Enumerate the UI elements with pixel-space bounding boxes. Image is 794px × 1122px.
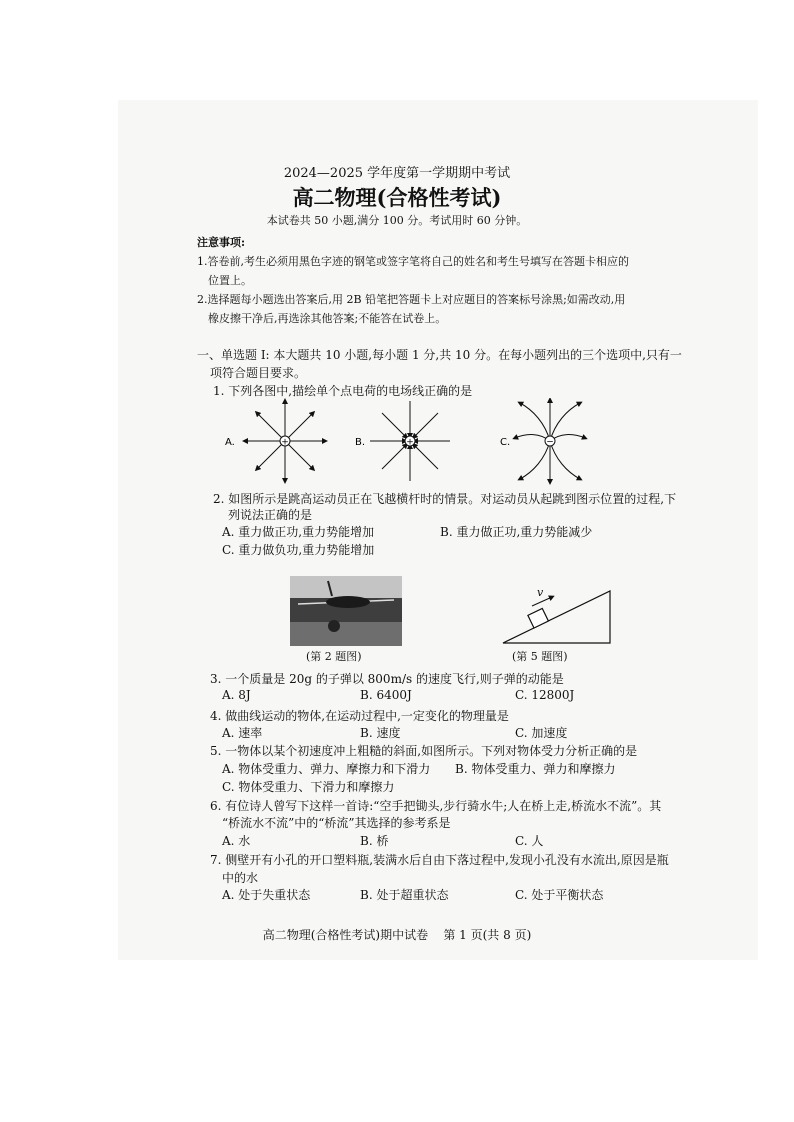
q5-option-a: A. 物体受重力、弹力、摩擦力和下滑力 (222, 762, 431, 776)
high-jump-photo (290, 576, 402, 646)
question-5-stem: 5. 一物体以某个初速度冲上粗糙的斜面,如图所示。下列对物体受力分析正确的是 (210, 744, 638, 758)
figure-2-caption: (第 2 题图) (306, 650, 362, 663)
q6-option-c: C. 人 (515, 834, 544, 848)
charge-b-sign: + (406, 437, 414, 448)
q3-option-b: B. 6400J (360, 688, 412, 702)
q1-option-b-label: B. (355, 437, 366, 448)
page-title: 高二物理(合格性考试) (292, 185, 502, 210)
notice-item-1: 1.答卷前,考生必须用黑色字迹的钢笔或签字笔将自己的姓名和考生号填写在答题卡相应的 (197, 255, 629, 268)
notice-heading: 注意事项: (197, 236, 246, 249)
question-2-stem-cont: 列说法正确的是 (228, 508, 313, 522)
q7-option-a: A. 处于失重状态 (222, 888, 311, 902)
q1-option-a-label: A. (225, 437, 235, 448)
q7-option-b: B. 处于超重状态 (360, 888, 449, 902)
q4-option-b: B. 速度 (360, 726, 401, 740)
paper-sheet (118, 100, 758, 960)
q6-option-b: B. 桥 (360, 834, 389, 848)
question-2-stem: 2. 如图所示是跳高运动员正在飞越横杆时的情景。对运动员从起跳到图示位置的过程,下 (213, 492, 677, 506)
figure-5-caption: (第 5 题图) (512, 650, 568, 663)
question-7-stem-cont: 中的水 (222, 871, 259, 885)
page-footer: 高二物理(合格性考试)期中试卷 第 1 页(共 8 页) (262, 928, 532, 942)
question-7-stem: 7. 侧壁开有小孔的开口塑料瓶,装满水后自由下落过程中,发现小孔没有水流出,原因是瓶 (210, 853, 669, 867)
velocity-label: v (537, 586, 544, 599)
section-heading-cont: 项符合题目要求。 (210, 366, 307, 380)
question-6-stem-cont: “桥流水不流”中的“桥流”其选择的参考系是 (222, 816, 451, 830)
notice-item-2: 2.选择题每小题选出答案后,用 2B 铅笔把答题卡上对应题目的答案标号涂黑;如需改动,用 (197, 293, 626, 306)
q3-option-a: A. 8J (222, 688, 251, 702)
q5-option-c: C. 物体受重力、下滑力和摩擦力 (222, 780, 395, 794)
notice-item-2-cont: 橡皮擦干净后,再选涂其他答案;不能答在试卷上。 (208, 312, 447, 325)
q1-field-lines-figure (215, 398, 625, 486)
q2-option-c: C. 重力做负功,重力势能增加 (222, 543, 375, 557)
question-1-stem: 1. 下列各图中,描绘单个点电荷的电场线正确的是 (213, 384, 473, 398)
question-4-stem: 4. 做曲线运动的物体,在运动过程中,一定变化的物理量是 (210, 709, 509, 723)
notice-item-1-cont: 位置上。 (208, 274, 252, 287)
q6-option-a: A. 水 (222, 834, 251, 848)
q7-option-c: C. 处于平衡状态 (515, 888, 604, 902)
incline-diagram (500, 586, 615, 646)
q4-option-a: A. 速率 (222, 726, 263, 740)
q5-option-b: B. 物体受重力、弹力和摩擦力 (455, 762, 616, 776)
q3-option-c: C. 12800J (515, 688, 575, 702)
q1-option-c-label: C. (500, 437, 511, 448)
question-3-stem: 3. 一个质量是 20g 的子弹以 800m/s 的速度飞行,则子弹的动能是 (210, 672, 564, 686)
charge-c-sign: − (546, 437, 554, 448)
exam-year-title: 2024—2025 学年度第一学期期中考试 (283, 166, 511, 181)
q2-option-a: A. 重力做正功,重力势能增加 (222, 525, 375, 539)
section-heading: 一、单选题 Ⅰ: 本大题共 10 小题,每小题 1 分,共 10 分。在每小题列出的三个选项中,只有一 (197, 348, 682, 362)
charge-a-sign: + (281, 437, 289, 448)
q4-option-c: C. 加速度 (515, 726, 568, 740)
question-6-stem: 6. 有位诗人曾写下这样一首诗:“空手把锄头,步行骑水牛;人在桥上走,桥流水不流”。其 (210, 799, 662, 813)
exam-subtitle: 本试卷共 50 小题,满分 100 分。考试用时 60 分钟。 (266, 214, 528, 227)
q2-option-b: B. 重力做正功,重力势能减少 (440, 525, 593, 539)
